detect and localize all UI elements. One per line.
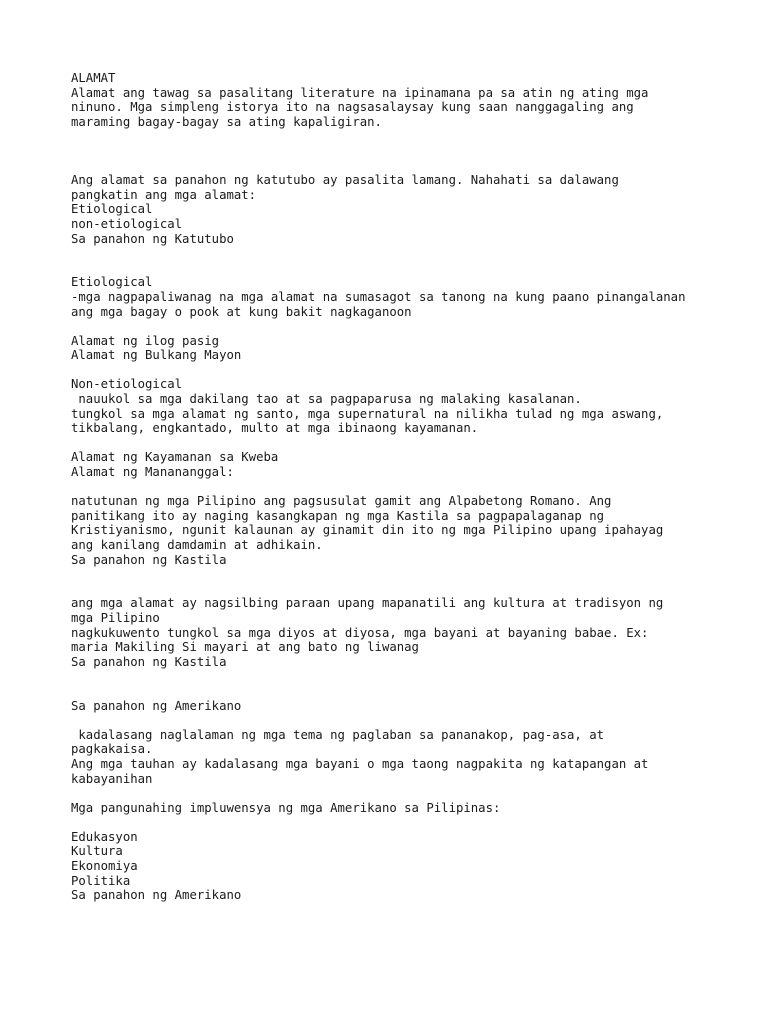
text-line: Ekonomiya xyxy=(71,859,138,874)
text-line: Sa panahon ng Kastila xyxy=(71,654,227,669)
text-line: tikbalang, engkantado, multo at mga ibinaong kayamanan. xyxy=(71,421,479,436)
text-line: Mga pangunahing impluwensya ng mga Amerikano sa Pilipinas: xyxy=(71,800,501,815)
blank-line xyxy=(71,261,731,276)
text-line: ang mga alamat ay nagsilbing paraan upang mapanatili ang kultura at tradisyon ng xyxy=(71,596,664,611)
text-line: Alamat ng Manananggal: xyxy=(71,465,234,480)
blank-line xyxy=(71,319,731,334)
blank-line xyxy=(71,582,731,597)
blank-line xyxy=(71,159,731,174)
text-line: Alamat ng Bulkang Mayon xyxy=(71,348,242,363)
blank-line xyxy=(71,246,731,261)
text-line: ALAMAT xyxy=(71,71,116,85)
blank-line xyxy=(71,129,731,144)
document-page xyxy=(71,71,731,903)
blank-line xyxy=(71,436,731,451)
text-line: non-etiological xyxy=(71,216,183,231)
text-line: Alamat ng ilog pasig xyxy=(71,333,220,348)
text-line: Sa panahon ng Katutubo xyxy=(71,231,234,246)
blank-line xyxy=(71,713,731,728)
text-line: Kristiyanismo, ngunit kalaunan ay ginamit din ito ng mga Pilipino upang ipahayag xyxy=(71,523,664,538)
text-line: mga Pilipino xyxy=(71,610,160,625)
text-line: Kultura xyxy=(71,844,123,859)
text-line: Etiological xyxy=(71,202,153,217)
text-line: ang mga bagay o pook at kung bakit nagkaganoon xyxy=(71,304,412,319)
blank-line xyxy=(71,567,731,582)
text-line: kadalasang naglalaman ng mga tema ng paglaban sa pananakop, pag-asa, at xyxy=(71,727,605,742)
text-line: Ang mga tauhan ay kadalasang mga bayani o mga taong nagpakita ng katapangan at xyxy=(71,756,649,771)
text-line: maraming bagay-bagay sa ating kapaligiran. xyxy=(71,114,382,129)
text-line: -mga nagpapaliwanag na mga alamat na sumasagot sa tanong na kung paano pinangalanan xyxy=(71,289,686,304)
text-line: pagkakaisa. xyxy=(71,742,153,757)
text-line: pangkatin ang mga alamat: xyxy=(71,187,257,202)
blank-line xyxy=(71,480,731,495)
text-line: Sa panahon ng Amerikano xyxy=(71,698,242,713)
blank-line xyxy=(71,815,731,830)
text-line: Politika xyxy=(71,873,131,888)
text-line: Ang alamat sa panahon ng katutubo ay pasalita lamang. Nahahati sa dalawang xyxy=(71,173,619,188)
text-line: Edukasyon xyxy=(71,829,138,844)
blank-line xyxy=(71,363,731,378)
text-line: natutunan ng mga Pilipino ang pagsusulat gamit ang Alpabetong Romano. Ang xyxy=(71,494,612,509)
blank-line xyxy=(71,684,731,699)
text-line: Sa panahon ng Amerikano xyxy=(71,888,242,903)
text-line: Alamat ang tawag sa pasalitang literature na ipinamana pa sa atin ng ating mga xyxy=(71,85,649,100)
text-line: Etiological xyxy=(71,275,153,290)
text-line: nagkukuwento tungkol sa mga diyos at diyosa, mga bayani at bayaning babae. Ex: xyxy=(71,625,649,640)
text-line: panitikang ito ay naging kasangkapan ng mga Kastila sa pagpapalaganap ng xyxy=(71,508,605,523)
text-line: maria Makiling Si mayari at ang bato ng liwanag xyxy=(71,640,419,655)
text-line: kabayanihan xyxy=(71,771,153,786)
text-line: nauukol sa mga dakilang tao at sa pagpaparusa ng malaking kasalanan. xyxy=(71,392,582,407)
text-line: tungkol sa mga alamat ng santo, mga supernatural na nilikha tulad ng mga aswang, xyxy=(71,406,664,421)
blank-line xyxy=(71,144,731,159)
text-line: ang kanilang damdamin at adhikain. xyxy=(71,538,323,552)
text-line: Sa panahon ng Kastila xyxy=(71,552,227,567)
blank-line xyxy=(71,786,731,801)
text-line: Alamat ng Kayamanan sa Kweba xyxy=(71,450,279,465)
text-line: ninuno. Mga simpleng istorya ito na nagsasalaysay kung saan nanggagaling ang xyxy=(71,100,634,115)
text-line: Non-etiological xyxy=(71,377,183,392)
blank-line xyxy=(71,669,731,684)
